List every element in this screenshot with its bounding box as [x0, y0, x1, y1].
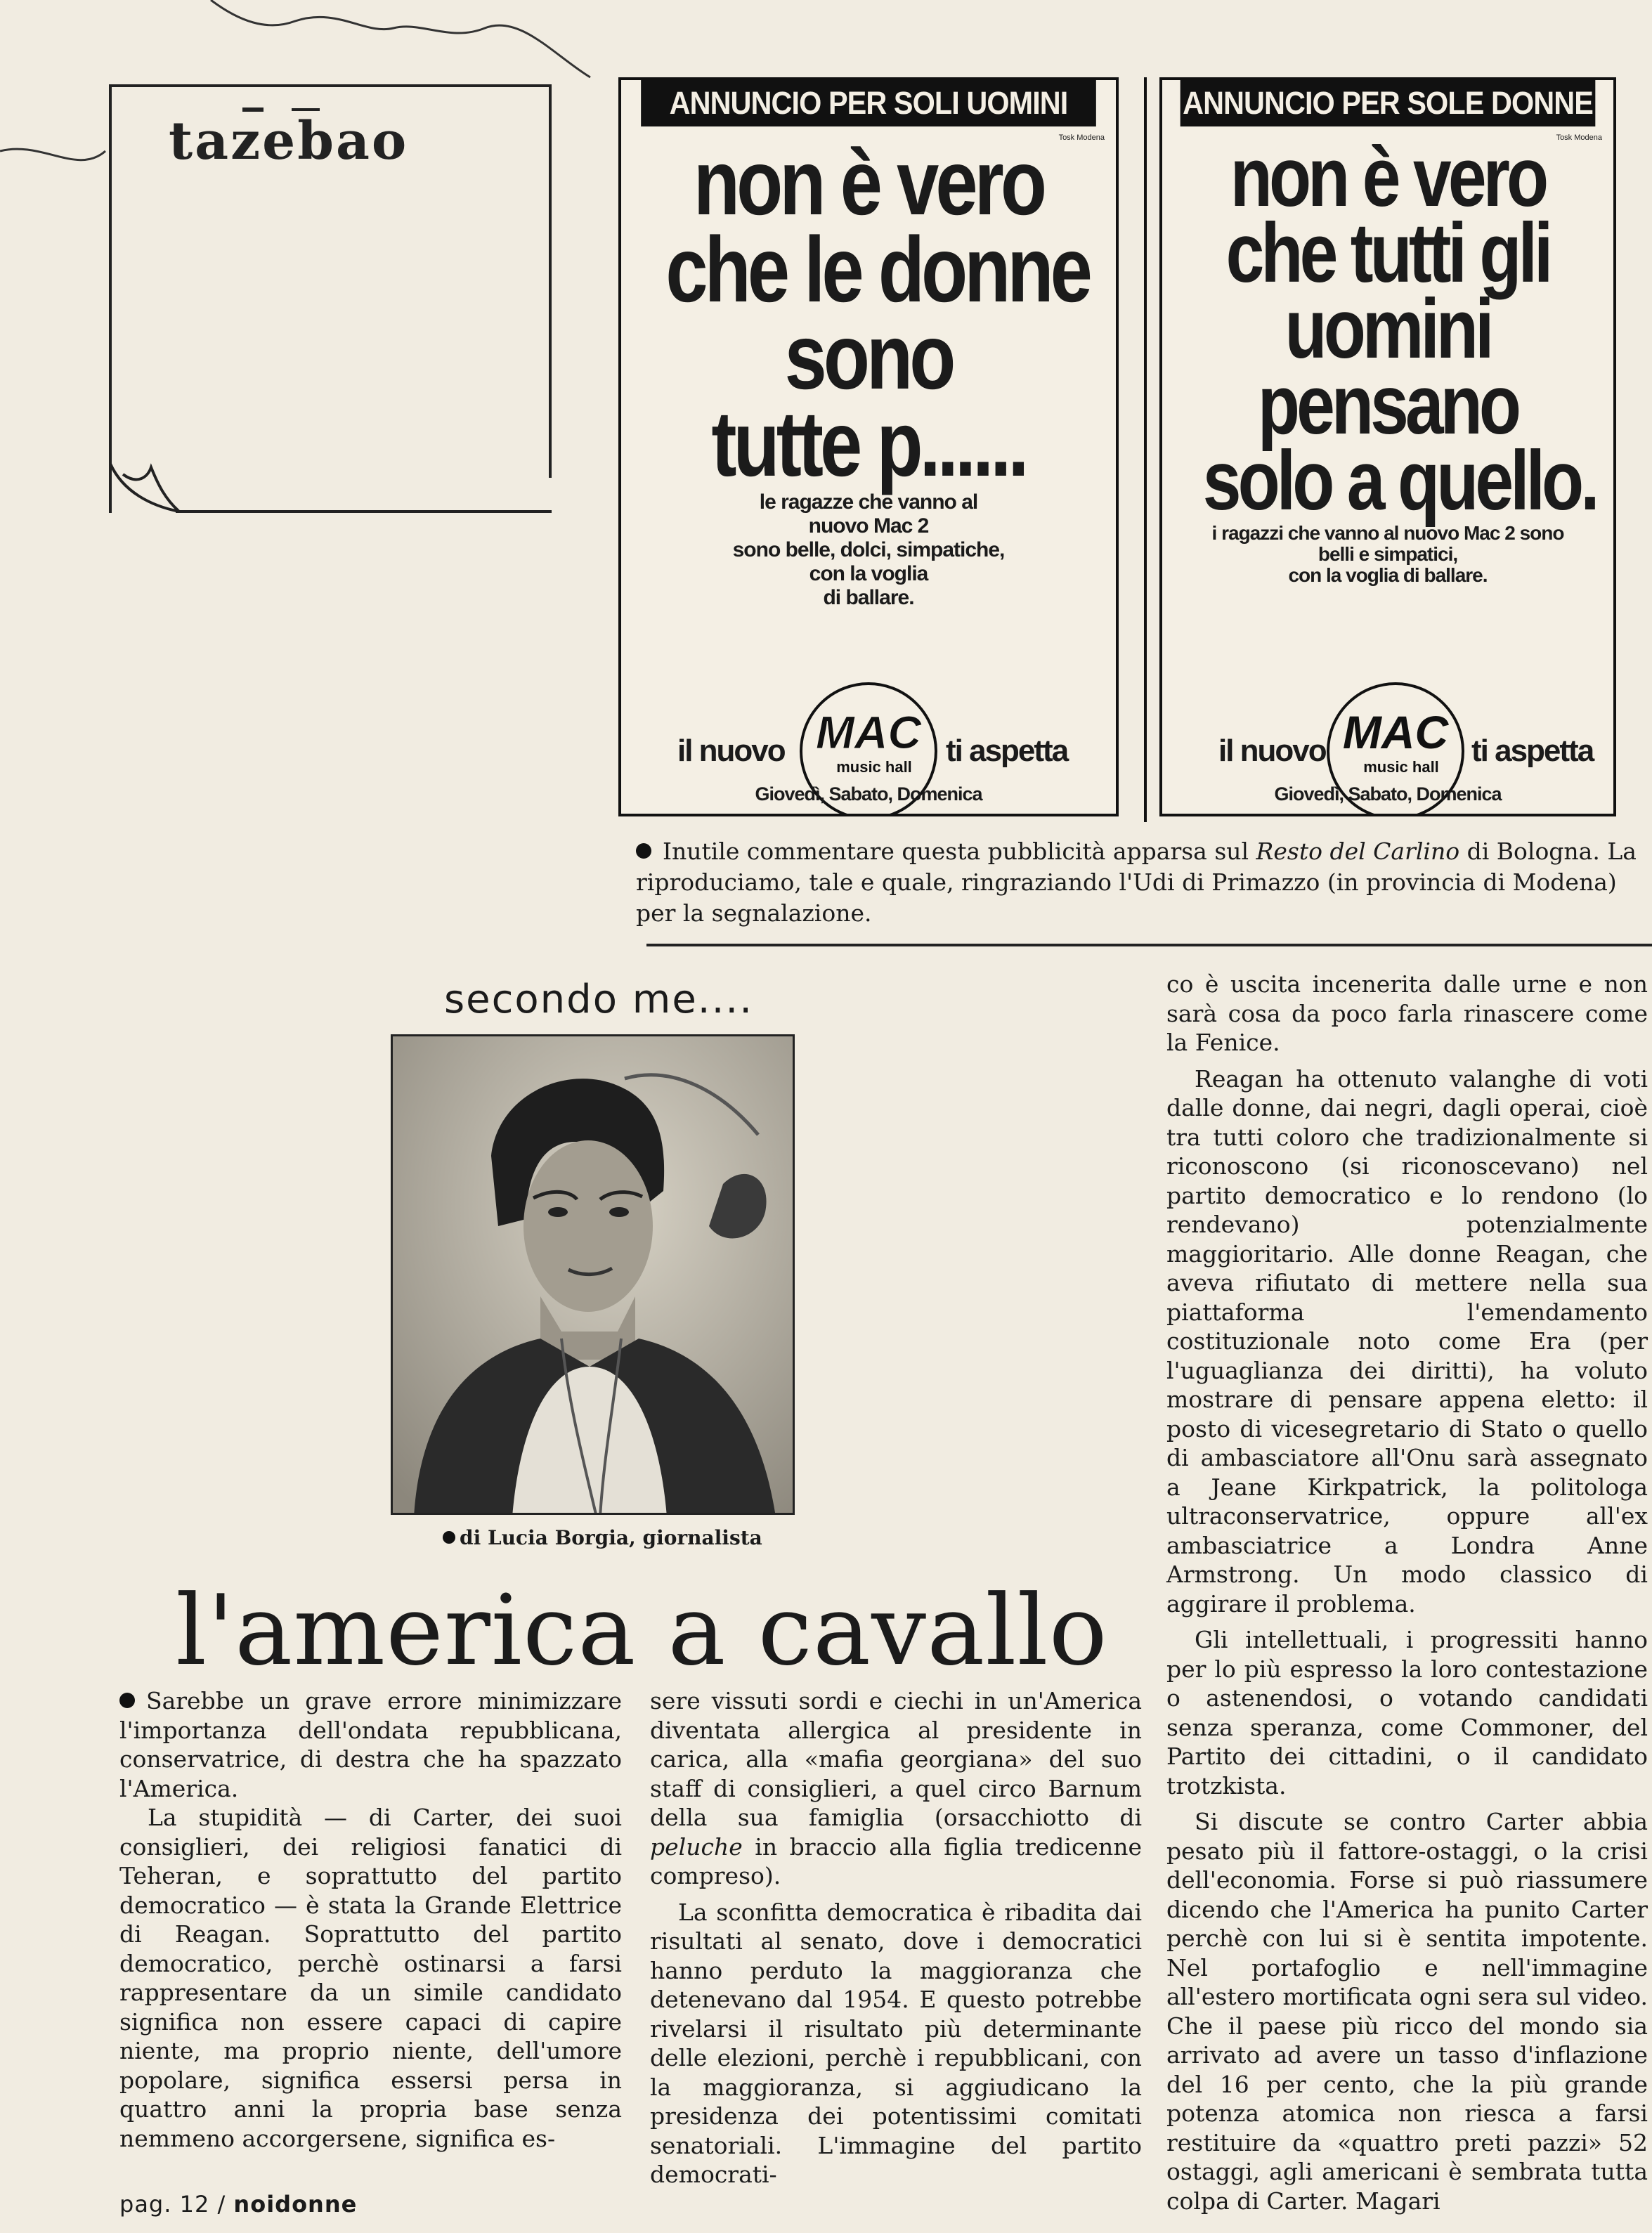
ad-credit: Tosk Modena	[1556, 134, 1602, 142]
ad-subtext: i ragazzi che vanno al nuovo Mac 2 sono belli e simpatici, con la voglia di ballare.	[1211, 522, 1564, 586]
bullet-icon	[119, 1693, 135, 1708]
svg-text:MAC: MAC	[1342, 706, 1449, 758]
divider	[646, 944, 1652, 946]
paragraph: Sarebbe un grave errore minimizzare l'importanza dell'ondata repubblicana, conservatrice, di destra che ha spazzato l'America.	[119, 1687, 622, 1802]
article-column-1	[119, 1686, 622, 2153]
svg-text:music hall: music hall	[1363, 758, 1439, 776]
ad-pre: il nuovo	[1218, 734, 1326, 768]
note-edge	[549, 84, 552, 478]
paragraph: La sconfitta democratica è ribadita dai risultati al senato, dove i democratici hanno perduto la maggioranza che detenevano dal 1954. E questo potrebbe rivelarsi il risultato più determinante delle elezioni, perchè i repubblicani, con la maggioranza, si aggiudicano la presidenza dei potentissimi comitati senatoriali. L'immagine del partito democrati-	[650, 1898, 1142, 2188]
article-column-2	[650, 1686, 1142, 2189]
paragraph: co è uscita incenerita dalle urne e non sarà cosa da poco farla rinascere come la Fenice.	[1166, 970, 1648, 1056]
paragraph: sere vissuti sordi e ciechi in un'America diventata allergica al presidente in carica, alla «mafia georgiana» del suo staff di consiglieri, a quel circo Barnum della sua famiglia (orsacchiotto di peluche in braccio alla figlia tredicenne compreso).	[650, 1687, 1142, 1889]
ad-headline: non è vero che tutti gli uomini pensano solo a quello.	[1202, 130, 1596, 528]
ad-pre: il nuovo	[677, 734, 785, 768]
bullet-icon	[636, 843, 651, 859]
ad-credit: Tosk Modena	[1058, 134, 1105, 142]
page-footer: pag. 12 / noidonne	[119, 2191, 358, 2218]
note-edge	[176, 510, 552, 513]
ad-men	[618, 77, 1119, 816]
ad-post: ti aspetta	[1471, 734, 1594, 768]
svg-text:music hall: music hall	[836, 758, 912, 776]
ad-divider	[1144, 77, 1147, 822]
section-title: secondo me....	[444, 977, 753, 1022]
article-column-3	[1166, 970, 1648, 2215]
ad-subtext: le ragazze che vanno al nuovo Mac 2 sono belle, dolci, simpatiche, con la voglia di ballare.	[732, 490, 1005, 609]
ad-women	[1159, 77, 1616, 816]
bullet-icon	[443, 1531, 455, 1544]
ad-headline: non è vero che le donne sono tutte p......	[665, 131, 1089, 495]
ad-days: Giovedì, Sabato, Domenica	[755, 783, 982, 805]
author-photo	[391, 1034, 795, 1515]
article-title: l'america a cavallo	[176, 1574, 1108, 1687]
svg-text:MAC: MAC	[815, 706, 922, 758]
ad-header: ANNUNCIO PER SOLI UOMINI	[641, 80, 1096, 126]
page-curl-icon	[109, 436, 186, 513]
paragraph: Si discute se contro Carter abbia pesato più il fattore-ostaggi, o la crisi dell'economia. Forse si può riassumere dicendo che l'America ha punito Carter perchè con lui si è sentita impotente. Nel portafoglio e nell'immagine all'estero mortificata ogni sera sul video. Che il paese più ricco del mondo sia arrivato ad avere un tasso d'inflazione del 16 per cento, che la più grande potenza atomica non riesca a farsi restituire da «quattro preti pazzi» 52 ostaggi, agli americani è sembrata tutta colpa di Carter. Magari	[1166, 1808, 1648, 2215]
tazebao-label: tazebao	[169, 111, 409, 171]
paragraph: Reagan ha ottenuto valanghe di voti dalle donne, dai negri, dagli operai, cioè tra tutti coloro che tradizionalmente si riconoscono (si riconoscevano) nel partito democratico e lo rendono (lo rendevano) potenzialmente maggioritario. Alle donne Reagan, che aveva rifiutato di mettere nella sua piattaforma l'emendamento costituzionale noto come Era (per l'uguaglianza dei diritti), ha voluto mostrare di pensare appena eletto: il posto di vicesegretario di Stato o quello di ambasciatore all'Onu sarà assegnato a Jeane Kirkpatrick, la politologa ultraconservatrice, oppure all'ex ambasciatrice a Londra Anne Armstrong. Un modo classico di aggirare il problema.	[1166, 1065, 1648, 1617]
ad-header: ANNUNCIO PER SOLE DONNE	[1181, 80, 1596, 126]
ad-post: ti aspetta	[946, 734, 1068, 768]
byline: di Lucia Borgia, giornalista	[443, 1526, 762, 1549]
ad-days: Giovedì, Sabato, Domenica	[1274, 783, 1502, 805]
ad-caption: Inutile commentare questa pubblicità apparsa sul Resto del Carlino di Bologna. La riproduciamo, tale e quale, ringraziando l'Udi di Primazzo (in provincia di Modena) per la segnalazione.	[636, 838, 1637, 927]
paragraph: La stupidità — di Carter, dei suoi consiglieri, dei religiosi fanatici di Teheran, e soprattutto del partito democratico — è stata la Grande Elettrice di Reagan. Soprattutto del partito democratico, perchè ostinarsi a farsi rappresentare da un simile candidato significa non essere capaci di capire niente, ma proprio niente, dell'umore popolare, significa essersi persa in quattro anni la propria base senza nemmeno accorgersene, significa es-	[119, 1804, 622, 2152]
paragraph: Gli intellettuali, i progressiti hanno per lo più espresso la loro contestazione o astenendosi, o votando candidati senza speranza, come Commoner, del Partito dei cittadini, o il candidato trotzkista.	[1166, 1626, 1648, 1799]
